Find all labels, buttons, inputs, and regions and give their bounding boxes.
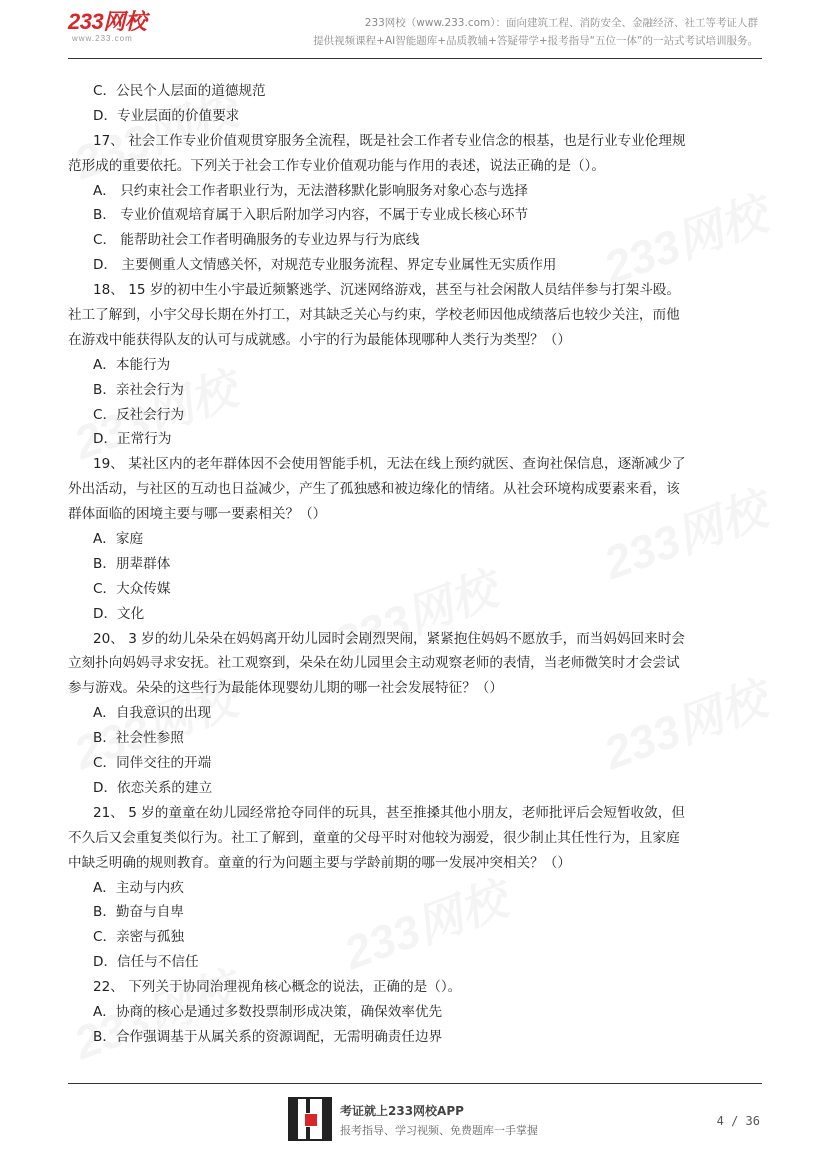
- header-tagline: [313, 14, 758, 50]
- page-header: [0, 0, 830, 62]
- question-text: 外出活动，与社区的互动也日益减少，产生了孤独感和被边缘化的情绪。从社会环境构成要素来看，该: [68, 481, 680, 498]
- answer-option: D．依恋关系的建立: [93, 779, 213, 796]
- question-text: 社工了解到，小宇父母长期在外打工，对其缺乏关心与约束，学校老师因他成绩落后也较少关注，而他: [68, 307, 680, 324]
- logo-url: www.233.com: [72, 34, 133, 43]
- answer-option: B．社会性参照: [93, 730, 184, 747]
- answer-option: C．反社会行为: [93, 406, 185, 423]
- answer-option: D．正常行为: [93, 431, 172, 448]
- question-text: 范形成的重要依托。下列关于社会工作专业价值观功能与作用的表述，说法正确的是（）。: [68, 157, 605, 174]
- question-stem: 21、 5 岁的童童在幼儿园经常抢夺同伴的玩具，甚至推搡其他小朋友，老师批评后会短暂收敛，但: [93, 804, 685, 821]
- site-logo[interactable]: [68, 10, 146, 43]
- qr-code-icon[interactable]: [288, 1097, 332, 1141]
- answer-option: B．亲社会行为: [93, 381, 184, 398]
- answer-option: C．亲密与孤独: [93, 929, 185, 946]
- footer-app-title: 考证就上233网校APP: [340, 1104, 464, 1118]
- answer-option: A．本能行为: [93, 356, 171, 373]
- answer-option: C．公民个人层面的道德规范: [93, 83, 266, 99]
- logo-wordmark: 233网校: [68, 9, 147, 34]
- question-text: 立刻扑向妈妈寻求安抚。社工观察到，朵朵在幼儿园里会主动观察老师的表情，当老师微笑时才会尝试: [68, 655, 680, 672]
- question-stem: 19、 某社区内的老年群体因不会使用智能手机，无法在线上预约就医、查询社保信息，逐渐减少了: [93, 456, 686, 473]
- answer-option: B．朋辈群体: [93, 555, 171, 572]
- footer-divider: [68, 1083, 762, 1084]
- qr-logo-icon: [304, 1113, 318, 1127]
- question-stem: 17、 社会工作专业价值观贯穿服务全流程，既是社会工作者专业信念的根基，也是行业专业伦理规: [93, 132, 686, 149]
- answer-option: B．勤奋与自卑: [93, 904, 184, 921]
- header-tagline-line1: 233网校（www.233.com）：面向建筑工程、消防安全、金融经济、社工等考证人群: [364, 17, 758, 29]
- question-stem: 22、 下列关于协同治理视角核心概念的说法，正确的是（）。: [93, 979, 462, 996]
- answer-option: D．文化: [93, 605, 145, 622]
- answer-option: B．合作强调基于从属关系的资源调配，无需明确责任边界: [93, 1028, 443, 1045]
- answer-option: A．自我意识的出现: [93, 705, 212, 722]
- footer-app-subtitle: 报考指导、学习视频、免费题库一手掌握: [340, 1124, 538, 1137]
- answer-option: D．专业层面的价值要求: [93, 107, 240, 124]
- question-text: 群体面临的困境主要与哪一要素相关？（）: [68, 506, 327, 523]
- question-stem: 18、 15 岁的初中生小宇最近频繁逃学、沉迷网络游戏，甚至与社会闲散人员结伴参与打架斗殴。: [93, 282, 680, 299]
- answer-option: C． 能帮助社会工作者明确服务的专业边界与行为底线: [93, 232, 420, 249]
- answer-option: A．家庭: [93, 531, 144, 548]
- question-text: 中缺乏明确的规则教育。童童的行为问题主要与学龄前期的哪一发展冲突相关？（）: [68, 854, 571, 871]
- page-number: 4 / 36: [716, 1114, 760, 1128]
- question-text: 在游戏中能获得队友的认可与成就感。小宇的行为最能体现哪种人类行为类型？（）: [68, 331, 571, 348]
- question-text: 参与游戏。朵朵的这些行为最能体现婴幼儿期的哪一社会发展特征？（）: [68, 680, 503, 697]
- header-divider: [68, 58, 762, 59]
- answer-option: D． 主要侧重人文情感关怀，对规范专业服务流程、界定专业属性无实质作用: [93, 257, 557, 274]
- question-text: 不久后又会重复类似行为。社工了解到，童童的父母平时对他较为溺爱，很少制止其任性行为，且家庭: [68, 829, 680, 846]
- answer-option: A．协商的核心是通过多数投票制形成决策，确保效率优先: [93, 1003, 443, 1020]
- answer-option: A． 只约束社会工作者职业行为，无法潜移默化影响服务对象心态与选择: [93, 182, 529, 199]
- question-content: [68, 79, 768, 1050]
- answer-option: B． 专业价值观培育属于入职后附加学习内容，不属于专业成长核心环节: [93, 207, 529, 224]
- answer-option: A．主动与内疚: [93, 879, 184, 896]
- answer-option: D．信任与不信任: [93, 954, 199, 971]
- header-tagline-line2: 提供视频课程+AI智能题库+品质教辅+答疑带学+报考指导“五位一体”的一站式考试培训服务。: [313, 35, 758, 47]
- answer-option: C．大众传媒: [93, 580, 171, 597]
- question-stem: 20、 3 岁的幼儿朵朵在妈妈离开幼儿园时会剧烈哭闹，紧紧抱住妈妈不愿放手，而当妈妈回来时会: [93, 630, 685, 647]
- answer-option: C．同伴交往的开端: [93, 755, 212, 772]
